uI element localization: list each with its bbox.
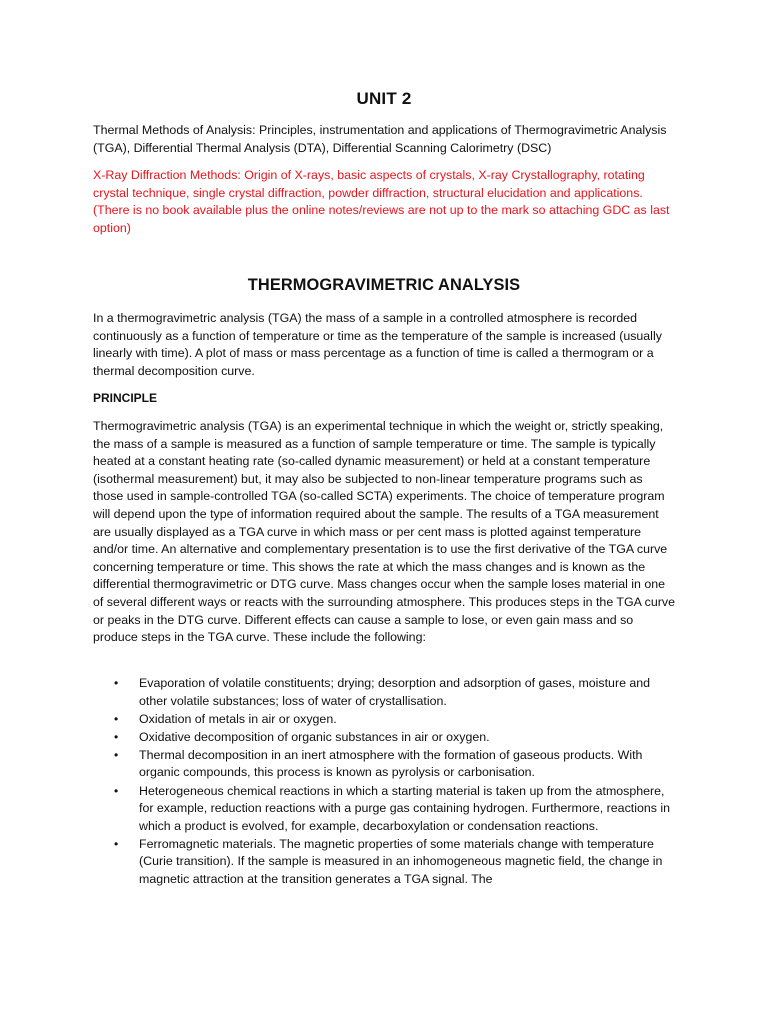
list-item <box>93 711 675 729</box>
section-title: THERMOGRAVIMETRIC ANALYSIS <box>247 276 521 294</box>
mass-change-effects-list <box>93 675 675 889</box>
principle-paragraph: Thermogravimetric analysis (TGA) is an experimental technique in which the weight or, strictly speaking, the mass of a sample is measured as a function of sample temperature or time. The sample is typically heated at a constant heating rate (so-called dynamic measurement) or held at a constant temperature (isothermal measurement) but, it may also be subjected to non-linear temperature programs such as those used in sample-controlled TGA (so-called SCTA) experiments. The choice of temperature program will depend upon the type of information required about the sample. The results of a TGA measurement are usually displayed as a TGA curve in which mass or per cent mass is plotted against temperature and/or time. An alternative and complementary presentation is to use the first derivative of the TGA curve concerning temperature or time. This shows the rate at which the mass changes and is known as the differential thermogravimetric or DTG curve. Mass changes occur when the sample loses material in one of several different ways or reacts with the surrounding atmosphere. This produces steps in the TGA curve or peaks in the DTG curve. Different effects can cause a sample to lose, or even gain mass and so produce steps in the TGA curve. These include the following: <box>93 419 675 645</box>
principle-heading: PRINCIPLE <box>93 391 158 405</box>
bullet-icon: • <box>114 711 119 726</box>
bullet-icon: • <box>114 747 119 762</box>
thermal-methods-syllabus: Thermal Methods of Analysis: Principles, instrumentation and applications of Thermogravimetric Analysis (TGA), Differential Thermal Analysis (DTA), Differential Scanning Calorimetry (DSC) <box>93 123 667 155</box>
list-item-text: Heterogeneous chemical reactions in which a starting material is taken up from the atmosphere, for example, reduction reactions with a purge gas containing hydrogen. Furthermore, reactions in which a product is evolved, for example, decarboxylation or condensation reactions. <box>139 783 671 833</box>
bullet-icon: • <box>114 783 119 798</box>
list-item <box>93 783 675 836</box>
list-item <box>93 747 675 782</box>
bullet-icon: • <box>114 676 119 690</box>
list-item-text: Oxidation of metals in air or oxygen. <box>139 711 337 726</box>
list-item <box>93 836 675 889</box>
list-item-text: Thermal decomposition in an inert atmosphere with the formation of gaseous products. With organic compounds, this process is known as pyrolysis or carbonisation. <box>139 747 643 780</box>
list-item-text: Oxidative decomposition of organic substances in air or oxygen. <box>139 729 490 744</box>
bullet-icon: • <box>114 729 119 744</box>
bullet-icon: • <box>114 836 119 851</box>
xray-methods-syllabus: X-Ray Diffraction Methods: Origin of X-rays, basic aspects of crystals, X-ray Crystallography, rotating crystal technique, single crystal diffraction, powder diffraction, structural elucidation and applications. (There is no book available plus the online notes/reviews are not up to the mark so attaching GDC as last option) <box>93 168 670 235</box>
list-item <box>93 729 675 747</box>
tga-intro-paragraph: In a thermogravimetric analysis (TGA) the mass of a sample in a controlled atmosphere is recorded continuously as a function of temperature or time as the temperature of the sample is increased (usually linearly with time). A plot of mass or mass percentage as a function of time is called a thermogram or a thermal decomposition curve. <box>93 311 662 378</box>
list-item-text: Ferromagnetic materials. The magnetic properties of some materials change with temperature (Curie transition). If the sample is measured in an inhomogeneous magnetic field, the change in magnetic attraction at the transition generates a TGA signal. The <box>139 836 663 887</box>
list-item-text: Evaporation of volatile constituents; drying; desorption and adsorption of gases, moisture and other volatile substances; loss of water of crystallisation. <box>139 676 651 708</box>
unit-title: UNIT 2 <box>356 89 412 108</box>
list-item <box>93 675 675 710</box>
